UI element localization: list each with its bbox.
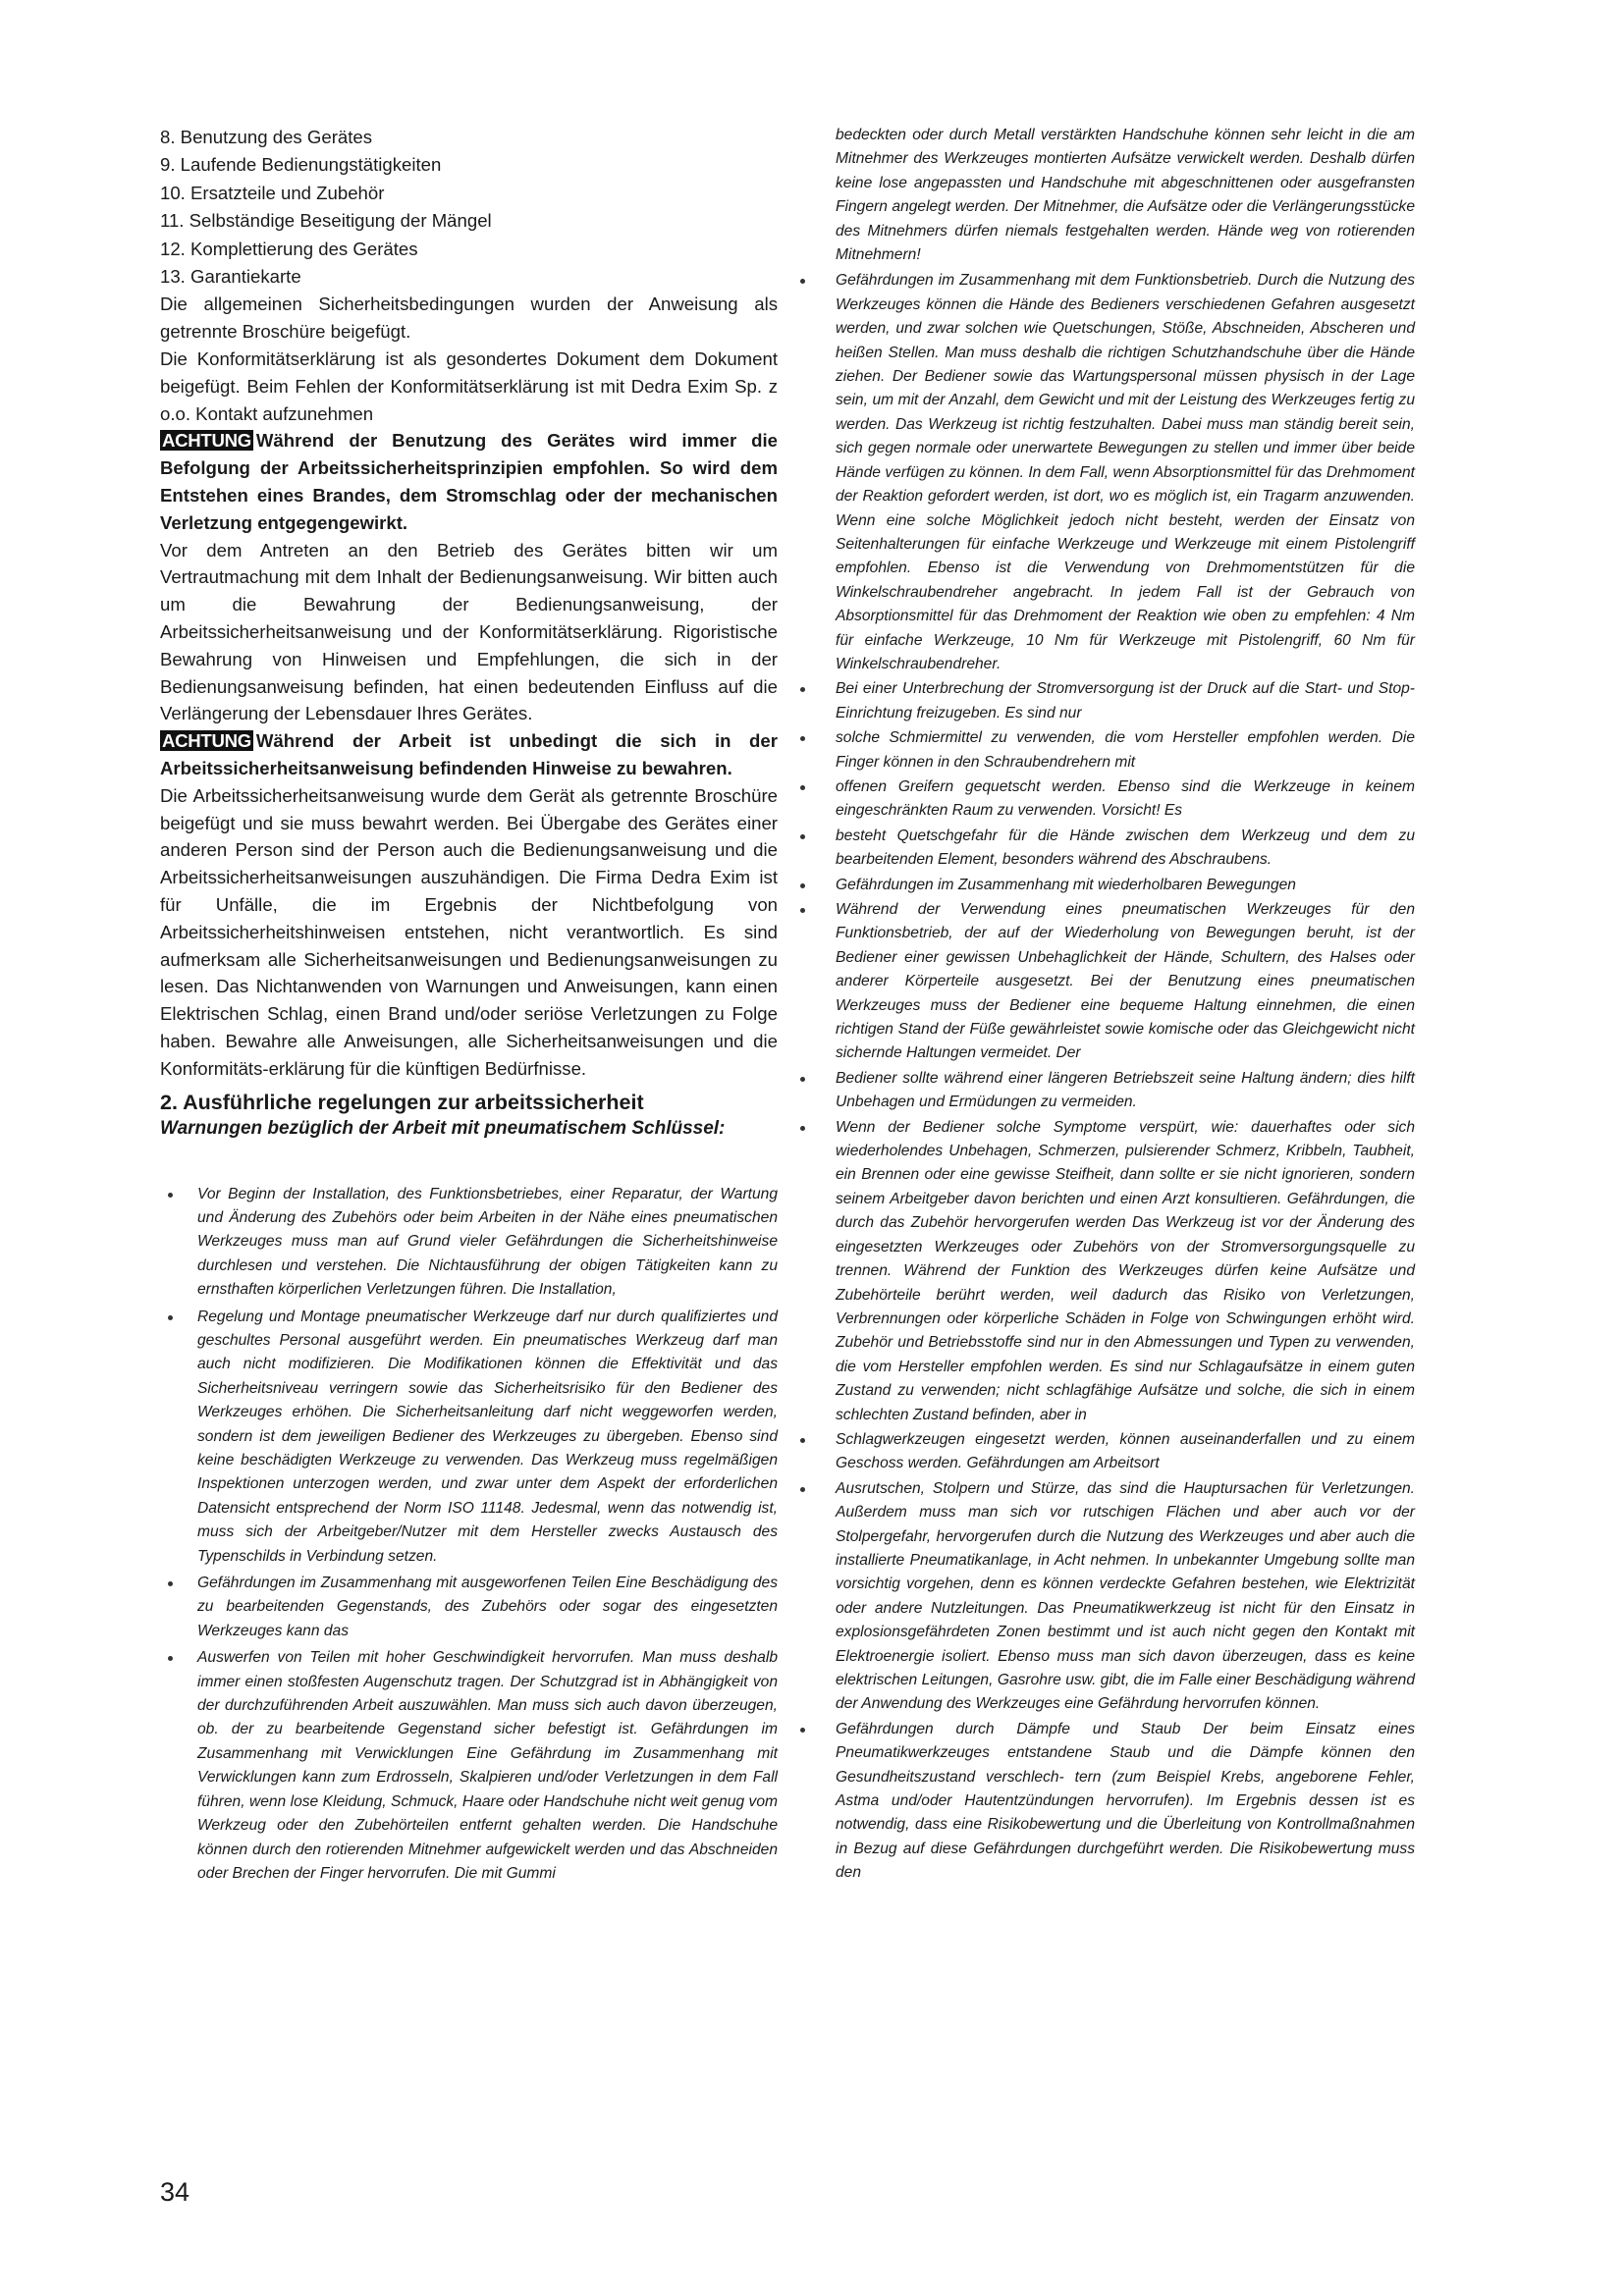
list-item: Auswerfen von Teilen mit hoher Geschwindigkeit hervorrufen. Man muss deshalb immer einen stoßfesten Augenschutz tragen. Der Schutzgrad ist in Abhängigkeit von der durchzuführenden Arbeit auszuwählen. Man muss sich auch davon überzeugen, ob. der zu bearbeitende Gegenstand sicher befestigt ist. Gefährdungen im Zusammenhang mit Verwicklungen Eine Gefährdung im Zusammenhang mit Verwicklungen kann zum Erdrosseln, Skalpieren und/oder Verletzungen in dem Fall führen, wenn lose Kleidung, Schmuck, Haare oder Handschuhe nicht weit genug vom Werkzeug oder den Zubehörteilen entfernt gehalten werden. Die Handschuhe können durch den rotierenden Mitnehmer aufgewickelt werden und das Abschneiden oder Brechen der Finger hervorrufen. Die mit Gummi (160, 1646, 778, 1886)
warning-paragraph-2 (160, 727, 778, 782)
right-bullet-list (798, 269, 1415, 1885)
list-item: Wenn der Bediener solche Symptome verspürt, wie: dauerhaftes oder sich wiederholendes Unbehagen, Schmerzen, pulsierender Schmerz, Kribbeln, Taubheit, ein Brennen oder eine gewisse Steifheit, dann sollte er sie nicht ignorieren, sondern seinem Arbeitgeber davon berichten und einen Arzt konsultieren. Gefährdungen, die durch das Zubehör hervorgerufen werden Das Werkzeug ist vor der Änderung des eingesetzten Werkzeuges oder Zubehörs von der Stromversorgungsquelle zu trennen. Während der Funktion des Werkzeuges dürfen keine Aufsätze und Zubehörteile berührt werden, weil dadurch das Risiko von Verletzungen, Verbrennungen oder körperliche Schäden in Folge von Schwingungen erhöht wird. Zubehör und Betriebsstoffe sind nur in den Abmessungen und Typen zu verwenden, die vom Hersteller empfohlen werden. Es sind nur Schlagaufsätze in einem guten Zustand zu verwenden; nicht schlagfähige Aufsätze und solche, die sich in einem schlechten Zustand befinden, aber in (798, 1116, 1415, 1427)
bullet-icon (800, 1126, 805, 1131)
bullet-icon (800, 1077, 805, 1082)
list-item: Gefährdungen im Zusammenhang mit wiederholbaren Bewegungen (798, 874, 1415, 897)
bullet-icon (800, 687, 805, 692)
left-bullet-list (160, 1183, 778, 1887)
bullet-icon (800, 736, 805, 741)
warning-text-1: Während der Benutzung des Gerätes wird immer die Befolgung der Arbeitssicherheitsprinzipien empfohlen. So wird dem Entstehen eines Brandes, dem Stromschlag oder der mechanischen Verletzung entgegengewirkt. (160, 430, 778, 533)
list-item: Gefährdungen im Zusammenhang mit dem Funktionsbetrieb. Durch die Nutzung des Werkzeuges können die Hände des Bedieners verschiedenen Gefahren ausgesetzt werden, und zwar solchen wie Quetschungen, Stöße, Abschneiden, Abscheren und heißen Stellen. Man muss deshalb die richtigen Schutzhandschuhe über die Hände ziehen. Der Bediener sowie das Wartungspersonal müssen physisch in der Lage sein, um mit der Anzahl, dem Gewicht und mit der Leistung des Werkzeuges fertig zu werden. Das Werkzeug ist richtig festzuhalten. Dabei muss man ständig bereit sein, sich gegen normale oder unerwartete Bewegungen zu stellen und immer über beide Hände verfügen zu können. In dem Fall, wenn Absorptionsmittel für das Drehmoment der Reaktion gefordert werden, ist dort, wo es möglich ist, ein Tragarm anzuwenden. Wenn eine solche Möglichkeit jedoch nicht besteht, werden der Einsatz von Seitenhalterungen für einfache Werkzeuge und Werkzeuge mit einem Pistolengriff empfohlen. Ebenso ist die Verwendung von Drehmomentstützen für die Winkelschraubendreher angebracht. In jedem Fall ist der Gebrauch von Absorptionsmittel für das Drehmoment der Reaktion wie oben zu empfehlen: 4 Nm für einfache Werkzeuge, 10 Nm für Werkzeuge mit Pistolengriff, 60 Nm für Winkelschraubendreher. (798, 269, 1415, 676)
list-item: Gefährdungen im Zusammenhang mit ausgeworfenen Teilen Eine Beschädigung des zu bearbeitenden Gegenstands, des Zubehörs oder sogar des eingesetzten Werkzeuges kann das (160, 1572, 778, 1643)
toc-item: 11. Selbständige Beseitigung der Mängel (160, 210, 492, 232)
list-item: Während der Verwendung eines pneumatischen Werkzeuges für den Funktionsbetrieb, der auf der Wiederholung von Bewegungen beruht, ist der Bediener einer gewissen Unbehaglichkeit der Hände, Schultern, des Halses oder anderer Körperteile ausgesetzt. Bei der Benutzung eines pneumatischen Werkzeuges muss der Bediener eine bequeme Haltung einnehmen, die einen richtigen Stand der Füße gewährleistet sowie komische oder das Gleichgewicht nicht sichernde Haltungen vermeidet. Der (798, 898, 1415, 1066)
list-item: Ausrutschen, Stolpern und Stürze, das sind die Hauptursachen für Verletzungen. Außerdem muss man sich vor rutschigen Flächen und aber auch vor der Stolpergefahr, hervorgerufen durch die Nutzung des Werkzeuges und aber auch die installierte Pneumatikanlage, in Acht nehmen. In unbekannter Umgebung sollte man vorsichtig vorgehen, denn es können verdeckte Gefahren bestehen, wie Elektrizität oder andere Nutzleitungen. Das Pneumatikwerkzeug ist nicht für den Einsatz in explosionsgefährdeten Zonen bestimmt und ist auch nicht gegen den Kontakt mit Elektroenergie isoliert. Ebenso muss man sich davon überzeugen, dass es keine elektrischen Leitungen, Gasrohre usw. gibt, die im Falle einer Beschädigung während der Anwendung des Werkzeuges eine Gefährdung hervorrufen können. (798, 1477, 1415, 1717)
bullet-icon (168, 1581, 173, 1586)
list-item: Bei einer Unterbrechung der Stromversorgung ist der Druck auf die Start- und Stop-Einrichtung freizugeben. Es sind nur (798, 677, 1415, 725)
right-column (798, 124, 1415, 1887)
list-item: solche Schmiermittel zu verwenden, die vom Hersteller empfohlen werden. Die Finger können in den Schraubendrehern mit (798, 726, 1415, 774)
toc-item: 10. Ersatzteile und Zubehör (160, 182, 385, 203)
toc-item: 8. Benutzung des Gerätes (160, 127, 373, 147)
bullet-icon (800, 834, 805, 839)
toc-item: 12. Komplettierung des Gerätes (160, 238, 418, 259)
subsection-heading: Warnungen bezüglich der Arbeit mit pneumatischem Schlüssel: (160, 1117, 726, 1139)
left-column (160, 124, 778, 1889)
list-item: Gefährdungen durch Dämpfe und Staub Der beim Einsatz eines Pneumatikwerkzeuges entstandene Staub und die Dämpfe können den Gesundheitszustand verschlech- tern (zum Beispiel Krebs, angeborene Fehler, Astma und/oder Hautentzündungen hervorrufen). Im Ergebnis dessen ist es notwendig, dass eine Risikobewertung und die Überleitung von Kontrollmaßnahmen in Bezug auf diese Gefährdungen durchgeführt werden. Die Risikobewertung muss den (798, 1718, 1415, 1886)
toc-item: 9. Laufende Bedienungstätigkeiten (160, 154, 442, 176)
bullet-icon (800, 1487, 805, 1492)
list-item: Bediener sollte während einer längeren Betriebszeit seine Haltung ändern; dies hilft Unbehagen und Ermüdungen zu vermeiden. (798, 1067, 1415, 1115)
page-number: 34 (160, 2177, 190, 2207)
bullet-icon (168, 1193, 173, 1198)
bullet-icon (800, 1728, 805, 1733)
achtung-badge: ACHTUNG (162, 430, 251, 452)
list-item: Vor Beginn der Installation, des Funktionsbetriebes, einer Reparatur, der Wartung und Änderung des Zubehörs oder beim Arbeiten in der Nähe eines pneumatischen Werkzeuges muss man auf Grund vieler Gefährdungen die Sicherheitshinweise durchlesen und verstehen. Die Nichtausführung der obigen Tätigkeiten kann zu ernsthaften körperlichen Verletzungen führen. Die Installation, (160, 1183, 778, 1303)
bullet-icon (800, 785, 805, 790)
paragraph-conformity: Die Konformitätserklärung ist als gesondertes Dokument dem Dokument beigefügt. Beim Fehlen der Konformitätserklärung ist mit Dedra Exim Sp. z o.o. Kontakt aufzunehmen (160, 348, 778, 424)
warning-paragraph-1 (160, 427, 778, 536)
bullet-icon (168, 1656, 173, 1661)
paragraph-safety-instructions: Die Arbeitssicherheitsanweisung wurde dem Gerät als getrennte Broschüre beigefügt und sie muss bewahrt werden. Bei Übergabe des Gerätes einer anderen Person sind der Person auch die Bedienungsanweisung und die Arbeitssicherheitsanweisungen auszuhändigen. Die Firma Dedra Exim ist für Unfälle, die im Ergebnis der Nichtbefolgung von Arbeitssicherheitshinweisen entstehen, nicht verantwortlich. Es sind aufmerksam alle Sicherheitsanweisungen und Bedienungsanweisungen zu lesen. Das Nichtanwenden von Warnungen und Anweisungen, kann einen Elektrischen Schlag, einen Brand und/oder seriöse Verletzungen zu Folge haben. Bewahre alle Anweisungen, alle Sicherheitsanweisungen und die Konformitäts-erklärung für die künftigen Bedürfnisse. (160, 784, 778, 1079)
paragraph-safety-brochure: Die allgemeinen Sicherheitsbedingungen wurden der Anweisung als getrennte Broschüre beigefügt. (160, 294, 778, 343)
list-item: offenen Greifern gequetscht werden. Ebenso sind die Werkzeuge in keinem eingeschränkten Raum zu verwenden. Vorsicht! Es (798, 775, 1415, 824)
continued-paragraph: bedeckten oder durch Metall verstärkten Handschuhe können sehr leicht in die am Mitnehmer des Werkzeuges montierten Aufsätze verwickelt werden. Deshalb dürfen keine lose angepassten und Handschuhe mit abgeschnittenen oder ausgefransten Fingern angelegt werden. Der Mitnehmer, die Aufsätze oder die Verlängerungsstücke des Mitnehmers dürfen niemals festgehalten werden. Hände weg von rotierenden Mitnehmern! (836, 127, 1415, 264)
list-item: Schlagwerkzeugen eingesetzt werden, können auseinanderfallen und zu einem Geschoss werden. Gefährdungen am Arbeitsort (798, 1428, 1415, 1476)
bullet-icon (800, 279, 805, 284)
list-item: besteht Quetschgefahr für die Hände zwischen dem Werkzeug und dem zu bearbeitenden Element, besonders während des Abschraubens. (798, 825, 1415, 873)
bullet-icon (800, 1438, 805, 1443)
paragraph-manual: Vor dem Antreten an den Betrieb des Gerätes bitten wir um Vertrautmachung mit dem Inhalt der Bedienungsanweisung. Wir bitten auch um die Bewahrung der Bedienungsanweisung, der Arbeitssicherheitsanweisung und der Konformitätserklärung. Rigoristische Bewahrung von Hinweisen und Empfehlungen, die sich in der Bedienungsanweisung befinden, hat einen bedeutenden Einfluss auf die Verlängerung der Lebensdauer Ihres Gerätes. (160, 539, 778, 724)
toc-item: 13. Garantiekarte (160, 266, 301, 288)
bullet-icon (800, 883, 805, 888)
bullet-icon (800, 908, 805, 913)
achtung-badge: ACHTUNG (162, 730, 251, 752)
bullet-icon (168, 1315, 173, 1320)
warning-text-2: Während der Arbeit ist unbedingt die sich in der Arbeitssicherheitsanweisung befindenden Hinweise zu bewahren. (160, 730, 778, 778)
list-item: Regelung und Montage pneumatischer Werkzeuge darf nur durch qualifiziertes und geschultes Personal ausgeführt werden. Ein pneumatisches Werkzeug darf man auch nicht modifizieren. Die Modifikationen können die Effektivität und das Sicherheitsniveau verringern sowie das Sicherheitsrisiko für den Bediener des Werkzeuges erhöhen. Die Sicherheitsanleitung darf nicht weggeworfen werden, sondern ist dem jeweiligen Bediener des Werkzeuges zu übergeben. Ebenso sind keine beschädigten Werkzeuge zu verwenden. Das Werkzeug muss regelmäßigen Inspektionen unterzogen werden, und zwar unter dem Aspekt der erforderlichen Datensicht entsprechend der Norm ISO 11148. Jedesmal, wenn das notwendig ist, muss sich der Arbeitgeber/Nutzer mit dem Hersteller zwecks Austausch des Typenschilds in Verbindung setzen. (160, 1306, 778, 1569)
section-heading: 2. Ausführliche regelungen zur arbeitssicherheit (160, 1090, 644, 1114)
